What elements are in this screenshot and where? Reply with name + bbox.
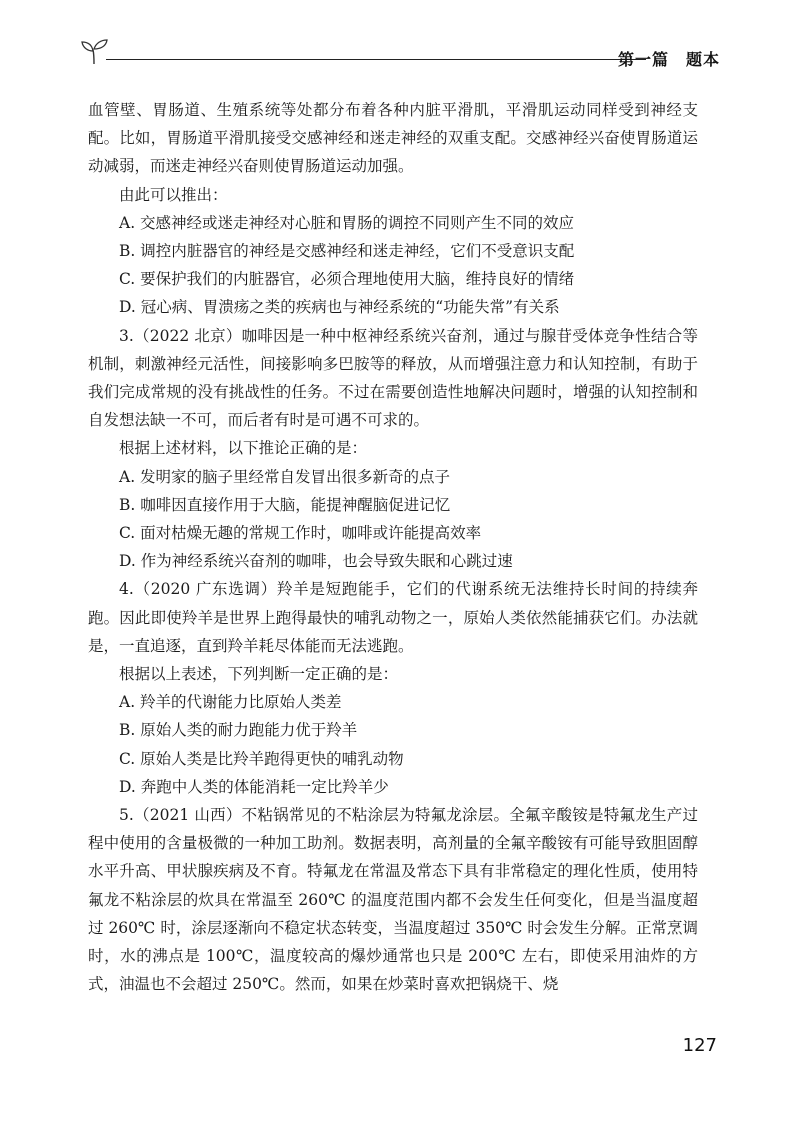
q2-option-b: B. 调控内脏器官的神经是交感神经和迷走神经，它们不受意识支配	[119, 242, 575, 261]
header-rule	[106, 59, 646, 60]
q4-option-d: D. 奔跑中人类的体能消耗一定比羚羊少	[119, 777, 389, 796]
page-body	[88, 96, 698, 999]
q2-option-a: A. 交感神经或迷走神经对心脏和胃肠的调控不同则产生不同的效应	[119, 213, 575, 232]
q4-option-b: B. 原始人类的耐力跑能力优于羚羊	[119, 721, 358, 740]
q3-option-b: B. 咖啡因直接作用于大脑，能提神醒脑促进记忆	[119, 495, 451, 514]
q5-stem: 5.（2021 山西）不粘锅常见的不粘涂层为特氟龙涂层。全氟辛酸铵是特氟龙生产过程中使用的含量极微的一种加工助剂。数据表明，高剂量的全氟辛酸铵有可能导致胆固醇水平升高、甲状腺疾病及不育。特氟龙在常温及常态下具有非常稳定的理化性质，使用特氟龙不粘涂层的炊具在常温至 260℃ 的温度范围内都不会发生任何变化，但是当温度超过 260℃ 时，涂层逐渐向不稳定状态转变，当温度超过 350℃ 时会发生分解。正常烹调时，水的沸点是 100℃，温度较高的爆炒通常也只是 200℃ 左右，即使采用油炸的方式，油温也不会超过 250℃。然而，如果在炒菜时喜欢把锅烧干、烧	[88, 806, 698, 994]
q2-option-c: C. 要保护我们的内脏器官，必须合理地使用大脑，维持良好的情绪	[119, 270, 575, 289]
q4-option-c: C. 原始人类是比羚羊跑得更快的哺乳动物	[119, 749, 404, 768]
running-header	[80, 38, 720, 74]
q2-prompt: 由此可以推出：	[119, 185, 228, 204]
q3-option-d: D. 作为神经系统兴奋剂的咖啡，也会导致失眠和心跳过速	[119, 552, 513, 571]
intro-paragraph: 血管壁、胃肠道、生殖系统等处都分布着各种内脏平滑肌，平滑肌运动同样受到神经支配。比如，胃肠道平滑肌接受交感神经和迷走神经的双重支配。交感神经兴奋使胃肠道运动减弱，而迷走神经兴奋则使胃肠道运动加强。	[88, 101, 698, 176]
q3-option-c: C. 面对枯燥无趣的常规工作时，咖啡或许能提高效率	[119, 524, 482, 543]
q4-prompt: 根据以上表述，下列判断一定正确的是：	[119, 665, 399, 684]
q3-stem: 3.（2022 北京）咖啡因是一种中枢神经系统兴奋剂，通过与腺苷受体竞争性结合等机制，刺激神经元活性，间接影响多巴胺等的释放，从而增强注意力和认知控制，有助于我们完成常规的没有挑战性的任务。不过在需要创造性地解决问题时，增强的认知控制和自发想法缺一不可，而后者有时是可遇不可求的。	[88, 326, 698, 430]
q4-option-a: A. 羚羊的代谢能力比原始人类差	[119, 693, 342, 712]
sprout-icon	[80, 38, 110, 66]
page-number: 127	[682, 1035, 717, 1056]
q2-option-d: D. 冠心病、胃溃疡之类的疾病也与神经系统的“功能失常”有关系	[119, 298, 560, 317]
section-title: 第一篇 题本	[617, 50, 720, 69]
q4-stem: 4.（2020 广东选调）羚羊是短跑能手，它们的代谢系统无法维持长时间的持续奔跑。因此即使羚羊是世界上跑得最快的哺乳动物之一，原始人类依然能捕获它们。办法就是，一直追逐，直到羚羊耗尽体能而无法逃跑。	[88, 580, 698, 655]
q3-option-a: A. 发明家的脑子里经常自发冒出很多新奇的点子	[119, 467, 451, 486]
q3-prompt: 根据上述材料，以下推论正确的是：	[119, 439, 368, 458]
